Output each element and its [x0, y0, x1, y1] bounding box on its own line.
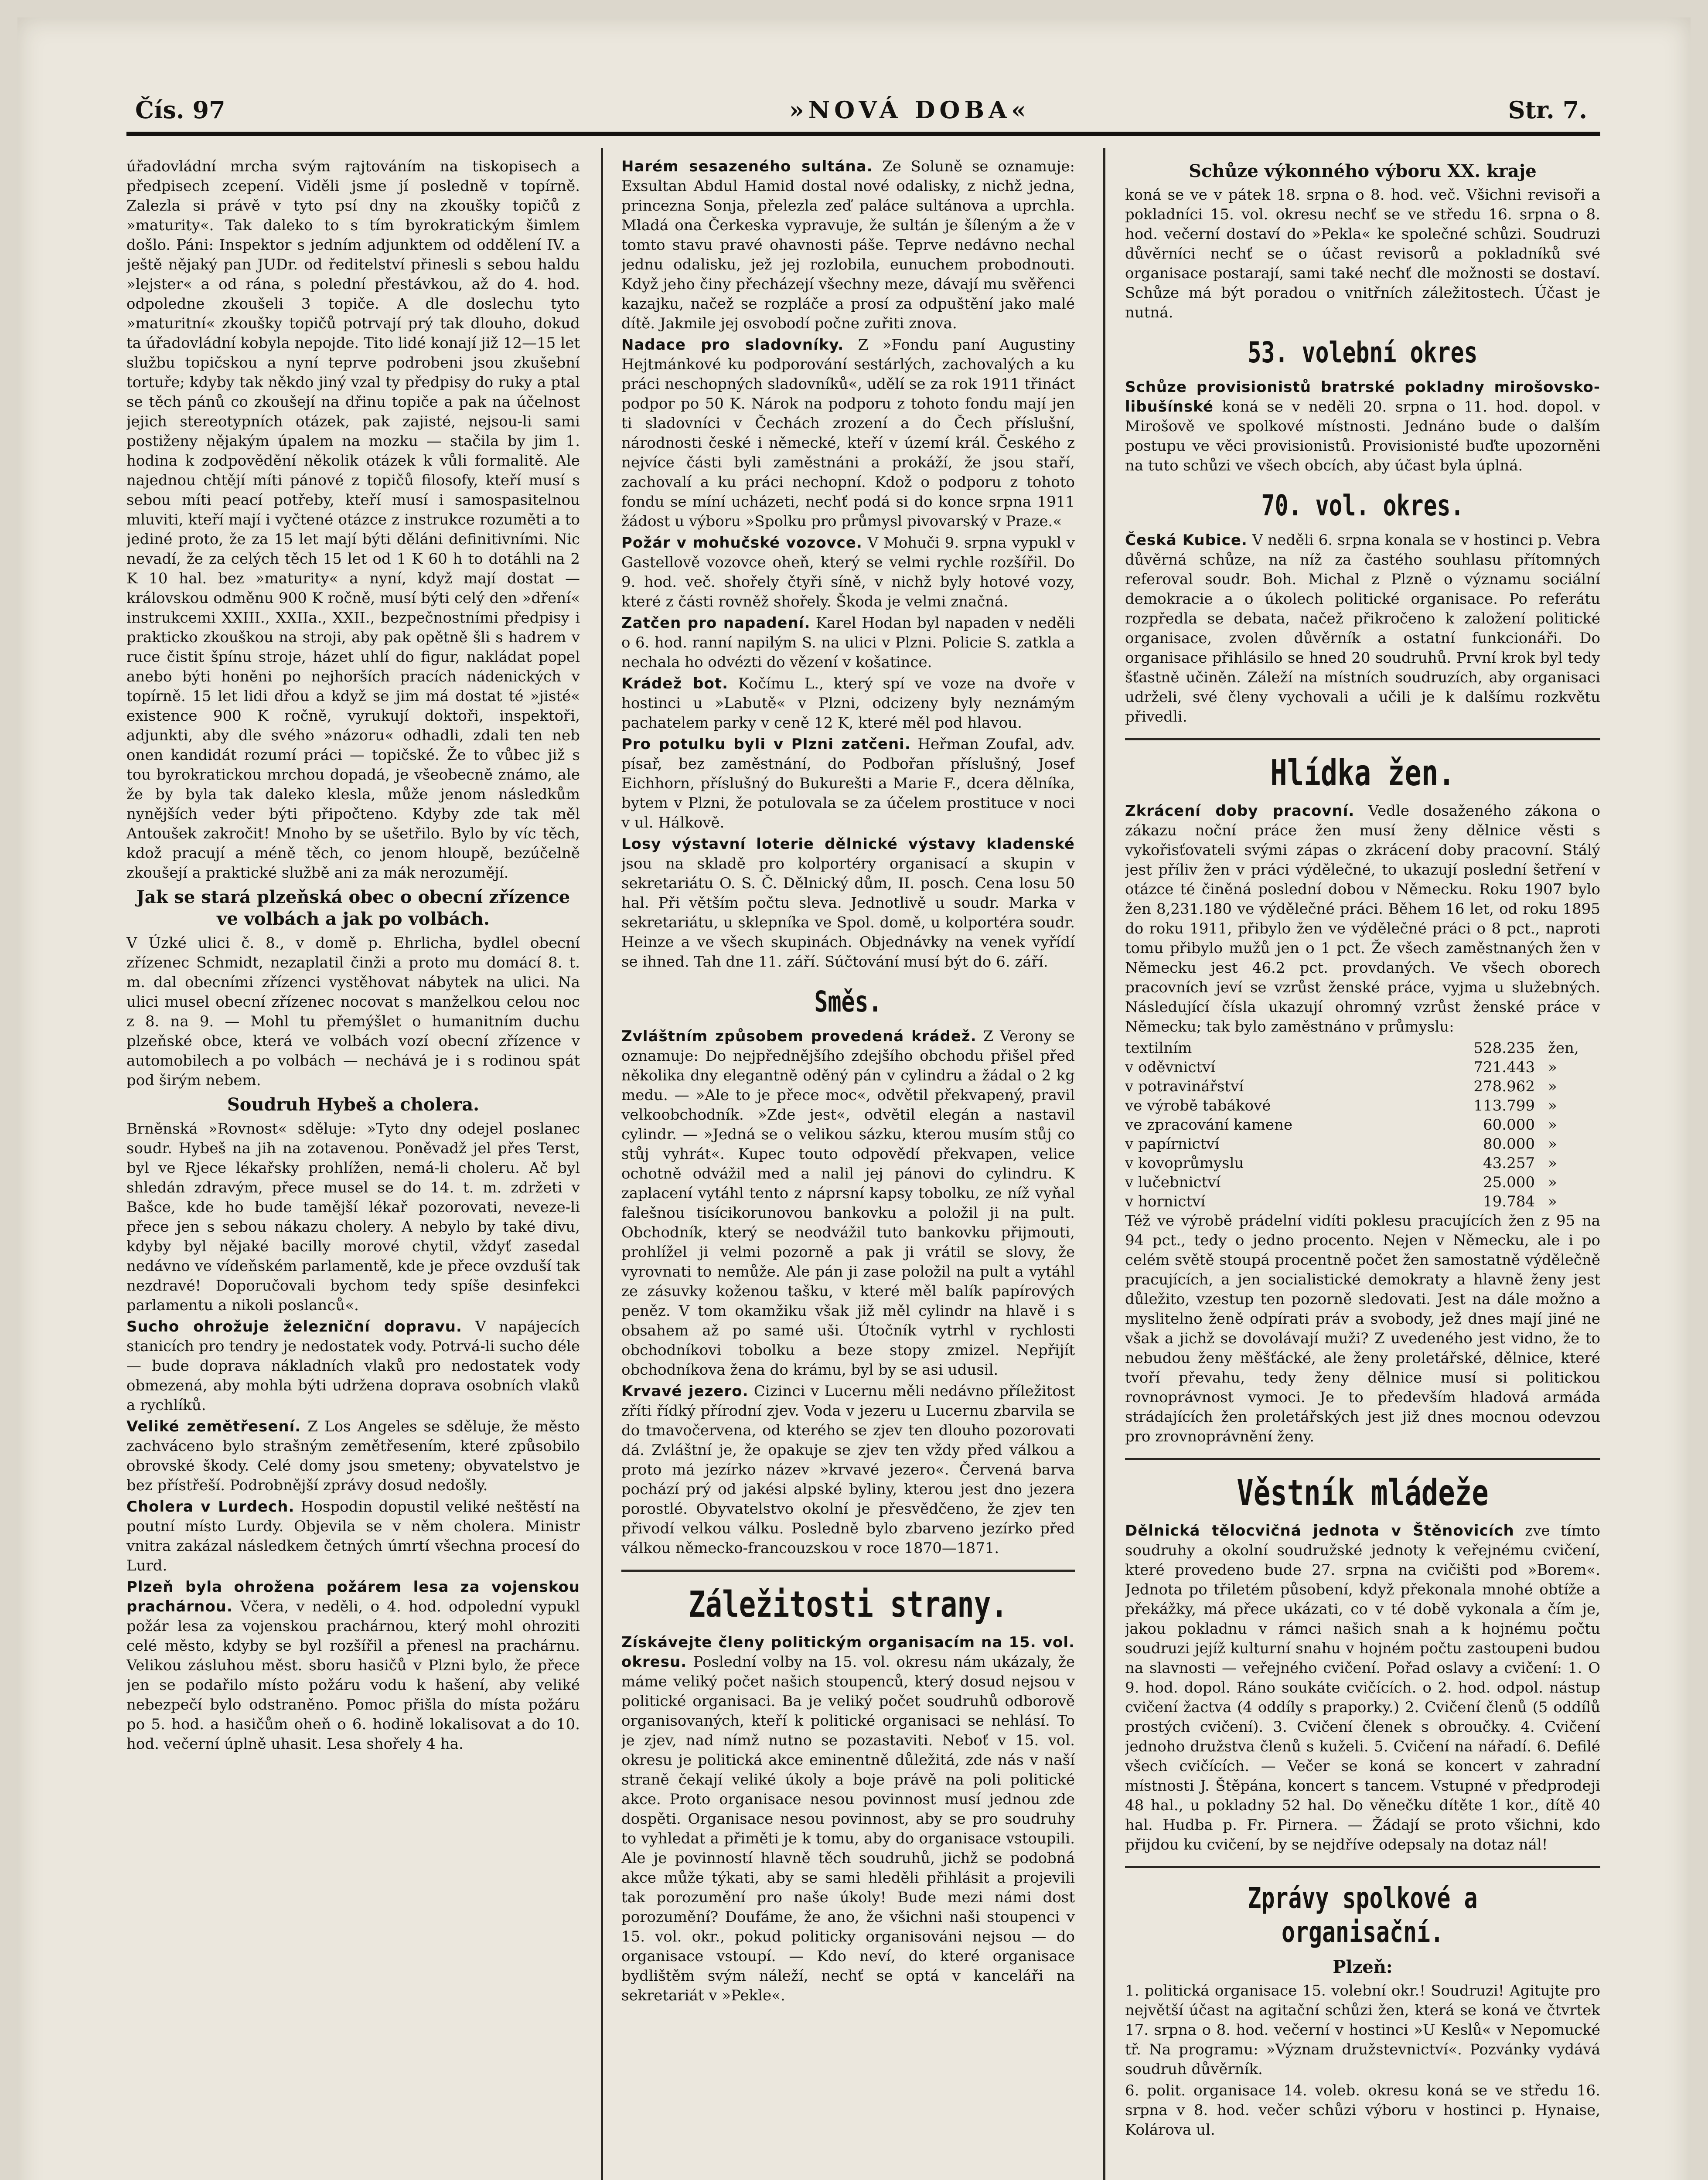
table-cell-value: 25.000: [1483, 1174, 1535, 1191]
newspaper-page: [17, 17, 1691, 2180]
article-text: Z »Fondu paní Augustiny Hejtmánkové ku podporování sestárlých, zachovalých a ku práci neschopných sladovníků«, udělí se za rok 1911 třináct podpor po 50 K. Nárok na podporu z tohoto fondu mají jen ti sladovníci v Čechách zrození a do Čech příslušní, národnosti české i německé, kteří v území král. Českého z nejvíce části byli zaměstnáni a prokáží, že jsou staří, zachovalí a ku práci nechopní. Kdož o podporu z tohoto fondu se míní ucházeti, nechť podá si do konce srpna 1911 žádost u výboru »Spolku pro průmysl pivovarský v Praze.«: [621, 336, 1075, 530]
article-lead: Sucho ohrožuje železniční dopravu.: [126, 1318, 462, 1335]
column-divider-1: [601, 148, 603, 2180]
article-text: Poslední volby na 15. vol. okresu nám ukázaly, že máme veliký počet našich stoupenců, který dosud nejsou v politické organisaci. Ba je veliký počet soudruhů odborově organisovaných, kteří k politické organisaci se nehlásí. To je zjev, nad nímž nutno se pozastaviti. Neboť v 15. vol. okresu je politická akce eminentně důležitá, zde nás v naší straně čekají veliké úkoly a boje právě na poli politické akce. Proto organisace nesou povinnost musí jednou zde dospěti. Organisace nesou povinnost, aby se pro soudruhy to vyhledat a přiměti je k tomu, aby do organisace vstoupili. Ale je povinností hlavně těch soudruhů, jichž se podobná akce může týkati, aby se sami hleděli přihlásit a projevili tak porozumění pro naše úkoly! Bude mezi námi dost porozumění? Doufáme, že ano, že všichni naši stoupenci v 15. vol. okr., pokud politicky organisováni nejsou — do organisace vstoupí. — Kdo neví, do které organisace bydlištěm svým náleží, nechť se optá v kanceláři na sekretariát v »Pekle«.: [621, 1653, 1075, 2004]
article-lead: Dělnická tělocvičná jednota v Štěnovicích: [1125, 1522, 1514, 1540]
table-row: [1125, 1134, 1600, 1154]
issue-number: Čís. 97: [135, 96, 225, 124]
section-heading-smes: Směs.: [814, 985, 882, 1018]
article-text: 1. politická organisace 15. volební okr.! Soudruzi! Agitujte pro největší účast na agitační schůzi žen, která se koná ve čtvrtek 17. srpna o 8. hod. večerní v hostinci »U Keslů« v Nepomucké tř. Na programu: »Význam družstevnictví«. Pozvánky vydává soudruh důvěrník.: [1125, 1982, 1600, 2078]
article-text: Ze Soluně se oznamuje: Exsultan Abdul Hamid dostal nové odalisky, z nichž jedna, princezna Sonja, přelezla zeď paláce sultánova a uprchla. Mladá ona Čerkeska vypravuje, že sultán je šíleným a že v tomto stavu pravé ohavnosti páše. Teprve nedávno nechal jednu odalisku, jež jej rozlobila, eunuchem probodnouti. Když jeho činy přecházejí všechny meze, dávají mu svěřenci kazajku, načež se rozpláče a prosí za odpuštění jako malé dítě. Jakmile jej osvobodí počne zuřiti znova.: [621, 158, 1075, 332]
article-text: V Úzké ulici č. 8., v domě p. Ehrlicha, bydlel obecní zřízenec Schmidt, nezaplatil činži a proto mu domácí 8. t. m. dal obecními zřízenci vystěhovat nábytek na ulici. Na ulici musel obecní zřízenec nocovat s manželkou celou noc z 8. na 9. — Mohl tu přemýšlet o humanitním duchu plzeňské obce, která ve volbách vozí obecní zřízence v automobilech a po volbách — nechává je i s rodinou spát pod širým nebem.: [126, 934, 580, 1089]
article-text: Karel Hodan byl napaden v neděli o 6. hod. ranní napilým S. na ulici v Plzni. Policie S. zatkla a nechala ho odvézti do vězení v košatince.: [621, 614, 1075, 671]
table-cell-label: ve výrobě tabákové: [1125, 1097, 1271, 1114]
article-lead: Harém sesazeného sultána.: [621, 158, 873, 175]
article-lead: Krvavé jezero.: [621, 1383, 749, 1400]
column-3: [1125, 157, 1600, 2180]
article-text: zve tímto soudruhy a okolní soudružské jednoty k veřejnému cvičení, které provedeno bude 27. srpna na cvičišti pod »Borem«. Jednota po třiletém působení, když překonala mnohé obtíže a překážky, má přece ukázati, co v té době vykonala a čím je, jakou pokladnu v rámci našich snah a k hojnému počtu soudruzi jejíž kulturní snahu v hojném počtu zastoupeni budou na slavnosti — veřejného cvičení. Pořad oslavy a cvičení: 1. O 9. hod. dopol. Ráno soukáte cvičících. o 2. hod. odpol. nástup cvičení žactva (4 oddíly s praporky.) 2. Cvičení členů (5 oddílů prostých cvičení). 3. Cvičení členek s obroučky. 4. Cvičení jednoho družstva členů s kuželi. 5. Cvičení na nářadí. 6. Defilé všech cvičících. — Večer se koná se koncert v zahradní místnosti J. Štěpána, koncert s tancem. Vstupné v předprodeji 48 hal., u pokladny 52 hal. Do věnečku dítěte 1 kor., dítě 40 hal. Hudba p. Fr. Pirnera. — Žádají se proto všichni, kdo přijdou ku cvičení, by se nejdříve odepsaly na dotaz nál!: [1125, 1522, 1600, 1853]
article-text: 6. polit. organisace 14. voleb. okresu koná se ve středu 16. srpna v 8. hod. večer schůzi výboru v hostinci p. Hynaise, Kolárova ul.: [1125, 2082, 1600, 2139]
article-text: koná se v neděli 20. srpna o 11. hod. dopol. v Mirošově ve spolkové místnosti. Jednáno bude o dalším postupu ve věci provisionistů. Provisionisté buďte upozorněni na tuto schůzi ve všech obcích, aby účast byla úplná.: [1125, 398, 1600, 474]
article-heading: Soudruh Hybeš a cholera.: [227, 1094, 480, 1115]
table-row: [1125, 1077, 1600, 1096]
table-cell-unit: »: [1548, 1174, 1557, 1191]
table-cell-unit: »: [1548, 1059, 1557, 1076]
article-heading: Jak se stará plzeňská obec o obecní zřízence ve volbách a jak po volbách.: [136, 887, 570, 929]
column-2: [621, 157, 1075, 2180]
section-heading-district-70: 70. vol. okres.: [1261, 489, 1464, 522]
section-heading-organisations: Zprávy spolkové a organisační.: [1248, 1881, 1478, 1949]
section-heading-women: Hlídka žen.: [1270, 753, 1455, 794]
table-cell-label: v papírnictví: [1125, 1135, 1220, 1153]
article-lead: Zvláštním způsobem provedená krádež.: [621, 1028, 977, 1045]
article-lead: Získávejte členy politickým organisacím na 15. vol. okresu.: [621, 1634, 1075, 1671]
article-text: V Mohuči 9. srpna vypukl v Gastellově vozovce oheň, který se velmi rychle rozšířil. Do 9. hod. več. shořely čtyři síně, v nichž byly hotové vozy, které z části rovněž shořely. Škoda je velmi značná.: [621, 534, 1075, 610]
table-row: [1125, 1154, 1600, 1173]
article-text: Z Los Angeles se sděluje, že město zachváceno bylo strašným zemětřesením, které způsobilo obrovské škody. Celé domy jsou smeteny; obyvatelstvo je bez přístřeší. Podrobnější zprávy dosud nedošly.: [126, 1418, 580, 1494]
table-cell-value: 19.784: [1483, 1193, 1535, 1210]
article-text: jsou na skladě pro kolportéry organisací a skupin v sekretariátu O. S. Č. Dělnický dům, II. posch. Cena losu 50 hal. Při větším počtu sleva. Jednotlivě u soudr. Marka v sekretariátu, u sklepníka ve Spol. domě, u kolportéra soudr. Heinze a ve všech skupinách. Objednávky na venek vyřídí se ihned. Tah dne 11. září. Súčtování musí být do 6. září.: [621, 855, 1075, 971]
table-cell-value: 43.257: [1483, 1155, 1535, 1172]
notice-heading: Schůze výkonného výboru XX. kraje: [1189, 161, 1537, 181]
table-row: [1125, 1058, 1600, 1077]
table-cell-value: 80.000: [1483, 1135, 1535, 1153]
table-cell-label: v lučebnictví: [1125, 1174, 1221, 1191]
table-cell-unit: »: [1548, 1078, 1557, 1095]
section-rule: [1125, 1866, 1600, 1868]
article-text: Cizinci v Lucernu měli nedávno příležitost zříti řídký přírodní zjev. Voda v jezeru u Lucernu zbarvila se do tmavočervena, od kterého se zjev ten dlouho pozorovati dá. Zvláštní je, že opakuje se zjev ten vždy před válkou a proto má jezírko název »krvavé jezero«. Červená barva pochází prý od jakési alpské byliny, kterou jest dno jezera porostlé. Obyvatelstvo okolní je přesvědčeno, že zjev ten přivodí velkou válku. Posledně bylo zbarveno jezírko před válkou německo-francouzskou v roce 1870—1871.: [621, 1383, 1075, 1557]
article-text: V neděli 6. srpna konala se v hostinci p. Vebra důvěrná schůze, na níž za častého souhlasu přítomných referoval soudr. Boh. Michal z Plzně o významu sociální demokracie a o úkolech politické organisace. Po referátu rozpředla se debata, načež přikročeno k založení politické organisace, zvolen důvěrník a ostatní funkcionáři. Do organisace přihlásilo se hned 20 soudruhů. První krok byl tedy šťastně učiněn. Záleží na místních soudruzích, aby organisaci udrželi, své členy vychovali a učili je k dalšímu rozkvětu přivedli.: [1125, 531, 1600, 726]
table-cell-label: v kovoprůmyslu: [1125, 1155, 1244, 1172]
column-1: [126, 157, 580, 2180]
table-cell-label: v potravinářství: [1125, 1078, 1244, 1095]
table-cell-value: 721.443: [1473, 1059, 1535, 1076]
header-rule: [126, 132, 1600, 136]
page-header: [126, 87, 1600, 135]
section-rule: [621, 1570, 1075, 1572]
article-text: Heřman Zoufal, adv. písař, bez zaměstnání, do Podbořan příslušný, Josef Eichhorn, příslušný do Bukurešti a Marie F., dcera dělníka, bytem v Plzni, že potulovala se za účelem prostituce v noci v ul. Hálkově.: [621, 736, 1075, 831]
table-row: [1125, 1173, 1600, 1192]
table-cell-label: ve zpracování kamene: [1125, 1116, 1293, 1134]
section-heading-party: Záležitosti strany.: [689, 1584, 1008, 1625]
article-lead: Česká Kubice.: [1125, 531, 1248, 549]
page-number: Str. 7.: [1508, 96, 1587, 124]
article-lead: Zatčen pro napadení.: [621, 614, 811, 632]
section-heading-youth: Věstník mládeže: [1237, 1472, 1489, 1514]
article-text: Též ve výrobě prádelní vidíti poklesu pracujících žen z 95 na 94 pct., tedy o jedno procento. Nejen v Německu, ale i po celém světě stoupá procentně počet žen samostatně výdělečně pracujících, a jen socialistické demokraty a hlavně ženy jest důležito, vzestup ten pozorně sledovati. Jest na dále možno a myslitelno ženě odpírati práv a svobody, jež dnes mají jiné ne však a jichž se dovolávají muži? Z uvedeného jest vidno, že to nebudou ženy měšťácké, ale ženy proletářské, dělnice, které tvoří převahu, tedy ženy dělnice musí si politickou rovnoprávnost vymoci. Je to především hladová armáda strádajících žen proletářských jest již dnes mocnou odevzou pro zrovnoprávnění ženy.: [1125, 1212, 1600, 1445]
notice-text: koná se ve v pátek 18. srpna o 8. hod. več. Všichni revisoři a pokladníci 15. vol. okresu nechť se ve středu 16. srpna o 8. hod. večerní dostaví do »Pekla« ke společné schůzi. Soudruzi důvěrníci nechť se o účast revisorů a pokladníků své organisace postarají, sami také nechť dle možnosti se dostaví. Schůze má být poradou o vnitřních záležitostech. Účast je nutná.: [1125, 186, 1600, 321]
article-text: úřadovládní mrcha svým rajtováním na tiskopisech a předpisech zcepení. Viděli jsme jí posledně v topírně. Zalezla si právě v tyto psí dny na zkoušky topičů z »maturity«. Tak daleko to s tím byrokratickým šimlem došlo. Páni: Inspektor s jedním adjunktem od oddělení IV. a ještě nějaký pan JUDr. od ředitelství přinesli s sebou haldu »lejster« a od rána, s polední přestávkou, až do 4. hod. odpoledne zkoušeli 3 topiče. A dle doslechu tyto »maturitní« zkoušky topičů potrvají prý tak dlouho, dokud ta úřadovládní kobyla nepojde. Tito lidé konají již 12—15 let službu topičskou a nyní teprve podrobeni jsou zkušební tortuře; kdyby tak někdo jiný vzal ty předpisy do ruky a ptal se těch pánů co zkoušejí na dřinu topiče a pak na účelnost jejich stereotypních otázek, pak zajisté, nejsou-li sami postiženy nějakým úpalem na mozku — stačila by jim 1. hodina k zodpovědění několik otázek k vůli formalitě. Ale najednou chtějí míti pánové z topičů filosofy, kteří musí s sebou míti peací potřeby, kteří musí i samospasitelnou mluviti, kteří mají i vyčtené otázce z instrukce rozuměti a to jediné proto, že za 15 let mají býti děláni definitivními. Nic nevadí, že za celých těch 15 let od 1 K 60 h to dotáhli na 2 K 10 hal. bez »maturity« a nyní, když mají dostat — královskou odměnu 900 K ročně, musí býti celý den »dření« instrukcemi XXIII., XXIIa., XXII., bezpečnostními předpisy i prakticko zkouškou na stroji, aby pak opětně šli s hadrem v ruce čistit špínu stroje, házet uhlí do figur, nakládat popel anebo býti honěni po nejhorších pracích nádenických v topírně. 15 let lidi dřou a když se jim má dostat té »jisté« existence 900 K ročně, vyrukují doktoři, inspektoři, adjunkti, aby dle svého »názoru« odhadli, zdali ten neb onen kandidát rozumí práci — topičské. Že to vůbec již s tou byrokratickou mrchou dopadá, je všeobecně známo, ale že by byla tak daleko klesla, může jenom následkům nynějších veder býti připočteno. Kdyby zde tak měl Antoušek zakročit! Mnoho by se ušetřilo. Bylo by víc těch, kdož pracují a méně těch, co jenom hloupě, bezúčelně zkoušejí a praktické službě ani za mák nerozumějí.: [126, 158, 580, 882]
table-cell-unit: »: [1548, 1135, 1557, 1153]
table-row: [1125, 1039, 1600, 1058]
article-text: Vedle dosaženého zákona o zákazu noční práce žen musí ženy dělnice věsti s vykořisťovateli svými zápas o zkrácení doby pracovní. Stálý jest příliv žen v práci výdělečné, to ukazují poslední šetření v otázce té činěná poslední dobou v Německu. Roku 1907 bylo žen 8,231.180 ve výdělečné práci. Během 16 let, od roku 1895 do roku 1911, přibylo žen ve výdělečné práci o 8 pct., naproti tomu přibylo mužů jen o 1 pct. Že všech zaměstnaných žen v Německu jest 46.2 pct. provdaných. Ve všech oborech pracovních jeví se vzrůst ženské práce, vyjma u služebných. Následující čísla ukazují ohromný vzrůst ženské práce v Německu; tak bylo zaměstnáno v průmyslu:: [1125, 802, 1600, 1036]
section-heading-district-53: 53. volební okres: [1248, 336, 1478, 369]
article-text: Hospodin dopustil veliké neštěstí na poutní místo Lurdy. Objevila se v něm cholera. Ministr vnitra zakázal následkem četných úmrtí všechna procesí do Lurd.: [126, 1498, 580, 1574]
table-row: [1125, 1115, 1600, 1134]
article-lead: Plzeň byla ohrožena požárem lesa za vojenskou prachárnou.: [126, 1578, 580, 1615]
table-row: [1125, 1096, 1600, 1115]
table-cell-value: 60.000: [1483, 1116, 1535, 1134]
article-text: Včera, v neděli, o 4. hod. odpolední vypukl požár lesa za vojenskou prachárnou, který mohl ohroziti celé město, kdyby se byl rozšířil a přenesl na prachárnu. Velikou zásluhou měst. sboru hasičů v Plzni bylo, že přece jen se podařilo místo požáru vodu k hašení, aby veliké nebezpečí bylo odstraněno. Pomoc přišla do místa požáru po 5. hod. a hasičům oheň o 6. hodině lokalisovat a do 10. hod. večerní úplně uhasit. Lesa shořely 4 ha.: [126, 1598, 580, 1753]
table-cell-unit: žen,: [1548, 1039, 1579, 1057]
article-lead: Cholera v Lurdech.: [126, 1498, 295, 1516]
table-row: [1125, 1192, 1600, 1211]
section-rule: [1125, 738, 1600, 740]
article-lead: Veliké zemětřesení.: [126, 1418, 301, 1435]
article-text: Brněnská »Rovnost« sděluje: »Tyto dny odejel poslanec soudr. Hybeš na jih na zotavenou. Poněvadž jel přes Terst, byl ve Rjece lékařsky prohlížen, nemá-li choleru. Ač byl shledán zdravým, přece musel se do 14. t. m. zdržeti v Bašce, kde ho bude tamější lékař pozorovati, neveze-li přece jen s sebou nákazu cholery. A nebylo by také divu, kdyby byl nějaké bacilly morové chytil, vždyť zasedal nedávno ve vídeňském parlamentě, kde je přece ovzduší tak nezdravé! Doporučovali bychom tedy spíše desinfekci parlamentu a nikoli poslanců«.: [126, 1120, 580, 1314]
masthead-title: »NOVÁ DOBA«: [789, 96, 1030, 124]
women-employment-table: [1125, 1039, 1600, 1211]
table-cell-unit: »: [1548, 1193, 1557, 1210]
article-lead: Krádež bot.: [621, 675, 728, 692]
article-text: Z Verony se oznamuje: Do nejpřednějšího zdejšího obchodu přišel před několika dny elegantně oděný pán v cylindru a žádal o 2 kg medu. — »Ale to je přece moc«, odvětil překvapený, pravil velkoobchodník. »Zde jest«, odvětil elegán a nastavil cylindr. — »Jedná se o velikou sázku, kterou musím stůj co stůj vyhrát«. Kupec touto odpovědí překvapen, velice ochotně odvážil med a nalil jej pánovi do cylindru. K zaplacení vytáhl tento z náprsní kapsy tobolku, ze níž vyňal falešnou tisícikorunovou bankovku a položil ji na pult. Obchodník, který se neodvážil tuto bankovku přijmouti, prohlížel ji velmi pozorně a pak ji vrátil se slovy, že vyrovnati to nemůže. Ale pán ji zase položil na pult a vytáhl ze zásuvky koženou tašku, v které měl balík papírových peněz. V tom okamžiku však již měl cylindr na hlavě i s obsahem až po samé uši. Útočník vytrhl v rychlosti obchodníkovi tobolku a beze stopy zmizel. Nepřijít obchodníkova žena do krámu, byl by se asi udusil.: [621, 1028, 1075, 1379]
article-lead: Nadace pro sladovníky.: [621, 336, 844, 354]
table-cell-unit: »: [1548, 1155, 1557, 1172]
article-lead: Zkrácení doby pracovní.: [1125, 802, 1355, 820]
table-cell-label: v hornictví: [1125, 1193, 1206, 1210]
table-cell-label: v oděvnictví: [1125, 1059, 1216, 1076]
table-cell-value: 278.962: [1473, 1078, 1535, 1095]
article-lead: Požár v mohučské vozovce.: [621, 534, 863, 552]
table-cell-unit: »: [1548, 1097, 1557, 1114]
table-cell-value: 113.799: [1473, 1097, 1535, 1114]
table-cell-unit: »: [1548, 1116, 1557, 1134]
article-lead: Schůze provisionistů bratrské pokladny mirošovsko-libušínské: [1125, 378, 1600, 416]
table-cell-value: 528.235: [1473, 1039, 1535, 1057]
article-text: Kočímu L., který spí ve voze na dvoře v hostinci u »Labutě« v Plzni, odcizeny byly neznámým pachatelem parky v ceně 12 K, které měl pod hlavou.: [621, 675, 1075, 732]
article-lead: Losy výstavní loterie dělnické výstavy kladenské: [621, 835, 1075, 853]
article-lead: Pro potulku byli v Plzni zatčeni.: [621, 736, 911, 753]
column-divider-2: [1103, 148, 1105, 2180]
table-cell-label: textilním: [1125, 1039, 1192, 1057]
section-rule: [1125, 1458, 1600, 1460]
article-text: V napájecích stanicích pro tendry je nedostatek vody. Potrvá-li sucho déle — bude doprava nákladních vlaků pro nedostatek vody obmezená, aby mohla býti udržena doprava osobních vlaků a rychlíků.: [126, 1318, 580, 1414]
city-heading: Plzeň:: [1333, 1957, 1393, 1977]
